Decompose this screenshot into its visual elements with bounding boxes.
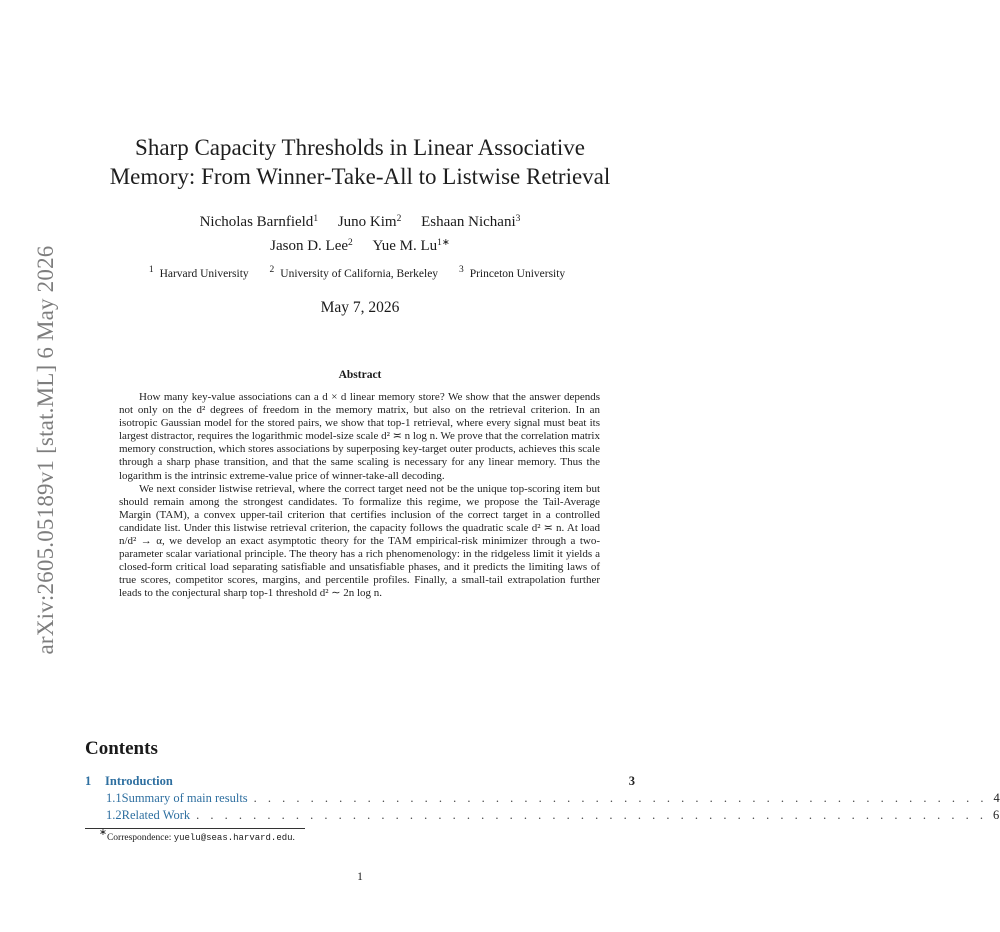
page-number: 1 [357,871,363,883]
affiliation: $^1$ Harvard University [148,265,249,280]
author-row-1 [0,210,720,234]
toc-link[interactable]: Summary of main results [121,791,248,805]
publication-date: May 7, 2026 [320,299,400,316]
toc-entry-summary[interactable] [85,791,1000,808]
arxiv-identifier-stamp: arXiv:2605.05189v1 [stat.ML] 6 May 2026 [33,245,58,655]
toc-entry-related-work[interactable] [85,808,1000,825]
toc-page-number[interactable]: 3 [628,774,635,788]
paper-title [0,133,720,191]
abstract-body [119,391,600,601]
footnote-rule [85,828,305,829]
author-row-2 [0,234,720,258]
affiliation: $^2$ University of California, Berkeley [269,265,439,280]
author: Yue M. $Lu^{1∗}$ [372,238,450,254]
correspondence-footnote: ∗Correspondence: yuelu@seas.harvard.edu. [99,828,295,843]
abstract-paragraph: We next consider listwise retrieval, where the correct target need not be the unique top-scoring item but should remain among the strongest candidates. To formalize this regime, we propose the Tail-Average Margin (TAM), a convex upper-tail criterion that certifies inclusion of the correct target in a controlled candidate list. Under this listwise retrieval criterion, the capacity follows the quadratic scale d² ≍ n. At load n/d² → α, we develop an exact asymptotic theory for the TAM empirical-risk minimizer through a two-parameter scalar variational principle. The theory has a rich phenomenology: in the ridgeless limit it yields a closed-form critical load separating satisfiable and unsatisfiable phases, and it predicts the limiting laws of true scores, competitor scores, margins, and percentile profiles. Finally, a small-tail extrapolation further leads to the conjectural sharp top-1 threshold d² ∼ 2n log n. [119,482,600,600]
author: Eshaan Nichani$^3$ [421,214,521,230]
correspondence-email[interactable]: yuelu@seas.harvard.edu [173,833,293,843]
toc-link[interactable]: Related Work [121,808,191,822]
author: Juno Kim$^2$ [337,214,402,230]
toc-page-number[interactable]: 4 [993,791,1000,805]
toc-number: 1 [85,774,92,788]
affiliation: $^3$ Princeton University [458,265,566,280]
toc-number: 1.2 [106,808,122,822]
affiliation-mark: 3 [515,214,521,224]
affiliation-mark: 2 [396,214,402,224]
author: Jason D. Lee$^2$ [270,238,353,254]
affiliation-mark: 1 [313,214,319,224]
title-line-1: Sharp Capacity Thresholds in Linear Associative [135,135,585,160]
author: Nicholas Barnfield$^1$ [199,214,319,230]
abstract-heading: Abstract [338,369,382,381]
table-of-contents [85,774,1000,825]
contents-heading: Contents [85,738,158,759]
author-list [0,210,720,258]
affiliation-mark: 1∗ [437,238,450,248]
toc-leader-dots: . . . . . . . . . . . . . . . . . . . . . . . . . . . . . . . . . . . . . . . . . . . . . . . . . . . . [253,791,988,805]
title-line-2: Memory: From Winner-Take-All to Listwise Retrieval [109,164,611,189]
toc-entry-introduction[interactable] [85,774,635,791]
toc-page-number[interactable]: 6 [993,808,1000,822]
toc-number: 1.1 [106,791,122,805]
abstract-paragraph: How many key-value associations can a d × d linear memory store? We show that the answer depends not only on the d² degrees of freedom in the memory matrix, but also on the retrieval criterion. In an isotropic Gaussian model for the stored pairs, we show that top-1 retrieval, where every signal must beat its largest distractor, requires the logarithmic model-size scale d² ≍ n log n. We prove that the correlation matrix memory construction, which stores associations by superposing key-target outer products, achieves this scale through a sharp phase transition, and that the same scaling is necessary for any linear memory. Thus the logarithm is the intrinsic extreme-value price of winner-take-all decoding. [119,391,600,482]
toc-leader-dots: . . . . . . . . . . . . . . . . . . . . . . . . . . . . . . . . . . . . . . . . . . . . . . . . . . . . . . . . [196,808,988,822]
footnote-mark: ∗ [99,828,107,838]
affiliation-mark: 2 [348,238,353,248]
toc-link[interactable]: Introduction [105,774,173,788]
affiliation-list [0,265,720,280]
